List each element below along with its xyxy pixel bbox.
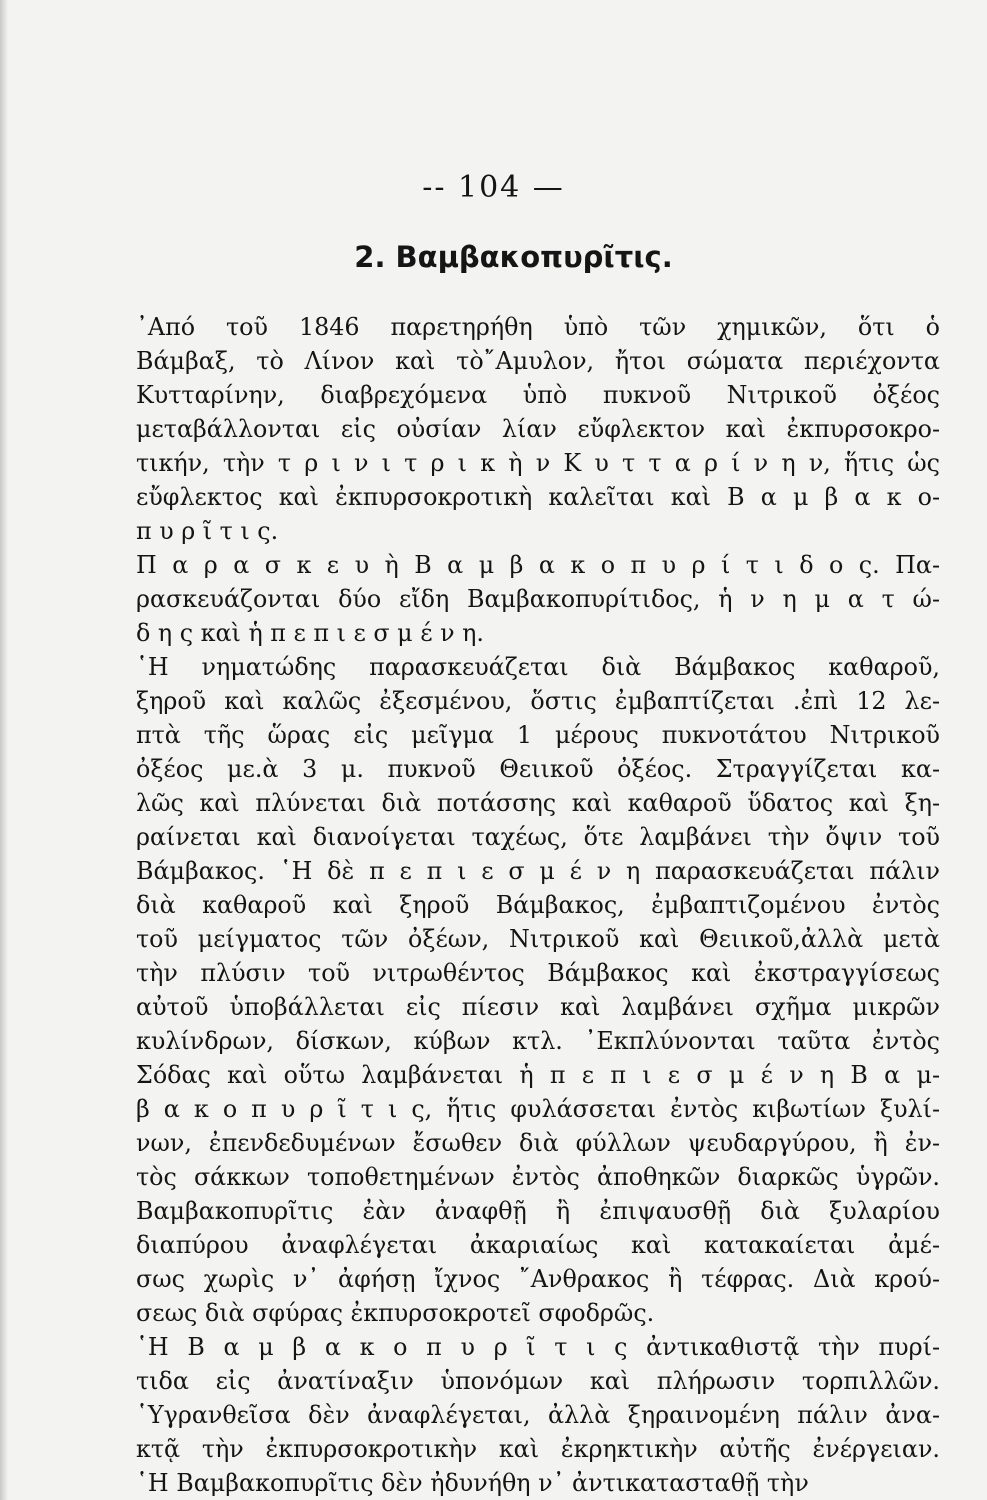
text-line: β α κ ο π υ ρ ῖ τ ι ς, ἥτις φυλάσσεται ἐντὸς κιβωτίων ξυλί-	[136, 1095, 940, 1123]
text-line: τὸς σάκκων τοποθετημένων ἐντὸς ἀποθηκῶν διαρκῶς ὑγρῶν.	[136, 1163, 940, 1191]
text-line: σως χωρὶς ν᾿ ἀφήσῃ ἴχνος ῎Ανθρακος ἢ τέφρας. Διὰ κρού-	[136, 1265, 940, 1293]
section-title: 2. Βαμβακοπυρῖτις.	[354, 240, 673, 274]
text-line: πτὰ τῆς ὥρας εἰς μεῖγμα 1 μέρους πυκνοτάτου Νιτρικοῦ	[136, 721, 940, 749]
text-line: ῾Υγρανθεῖσα δὲν ἀναφλέγεται, ἀλλὰ ξηραινομένη πάλιν ἀνα-	[136, 1401, 940, 1429]
text-line: ραίνεται καὶ διανοίγεται ταχέως, ὅτε λαμβάνει τὴν ὄψιν τοῦ	[136, 823, 940, 851]
text-line: κτᾷ τὴν ἐκπυρσοκροτικὴν καὶ ἐκρηκτικὴν αὐτῆς ἐνέργειαν.	[136, 1435, 940, 1463]
text-line: κυλίνδρων, δίσκων, κύβων κτλ. ᾿Εκπλύνονται ταῦτα ἐντὸς	[136, 1027, 940, 1055]
text-line: π υ ρ ῖ τ ι ς.	[136, 517, 279, 545]
text-line: ῾Η Βαμβακοπυρῖτις δὲν ἠδυνήθη ν᾿ ἀντικατασταθῇ τὴν	[136, 1469, 809, 1497]
text-line: τοῦ μείγματος τῶν ὀξέων, Νιτρικοῦ καὶ Θειικοῦ,ἀλλὰ μετὰ	[136, 925, 940, 953]
text-line: σεως διὰ σφύρας ἐκπυρσοκροτεῖ σφοδρῶς.	[136, 1299, 655, 1327]
text-line: λῶς καὶ πλύνεται διὰ ποτάσσης καὶ καθαροῦ ὕδατος καὶ ξη-	[136, 789, 940, 817]
text-line: τιδα εἰς ἀνατίναξιν ὑπονόμων καὶ πλήρωσιν τορπιλλῶν.	[136, 1367, 940, 1395]
text-line: τὴν πλύσιν τοῦ νιτρωθέντος Βάμβακος καὶ ἐκστραγγίσεως	[136, 959, 940, 987]
text-line: διὰ καθαροῦ καὶ ξηροῦ Βάμβακος, ἐμβαπτιζομένου ἐντὸς	[136, 891, 940, 919]
text-line: τικήν, τὴν τ ρ ι ν ι τ ρ ι κ ὴ ν Κ υ τ τ α ρ ί ν η ν, ἥτις ὡς	[136, 449, 940, 477]
scan-edge-shadow	[0, 0, 8, 1500]
text-line: ὀξέος με.ὰ 3 μ. πυκνοῦ Θειικοῦ ὀξέος. Στραγγίζεται κα-	[136, 755, 940, 783]
text-line: ῾Η νηματώδης παρασκευάζεται διὰ Βάμβακος καθαροῦ,	[136, 653, 940, 681]
text-line: δ η ς καὶ ἡ π ε π ι ε σ μ έ ν η.	[136, 619, 484, 647]
text-line: Βάμβακος. ῾Η δὲ π ε π ι ε σ μ έ ν η παρασκευάζεται πάλιν	[136, 857, 940, 885]
text-line: ξηροῦ καὶ καλῶς ἐξεσμένου, ὅστις ἐμβαπτίζεται .ἐπὶ 12 λε-	[136, 687, 940, 715]
text-line: διαπύρου ἀναφλέγεται ἀκαριαίως καὶ κατακαίεται ἀμέ-	[136, 1231, 940, 1259]
text-line: Βαμβακοπυρῖτις ἐὰν ἀναφθῇ ἢ ἐπιψαυσθῇ διὰ ξυλαρίου	[136, 1197, 940, 1225]
text-line: ῾Η Β α μ β α κ ο π υ ρ ῖ τ ι ς ἀντικαθιστᾷ τὴν πυρί-	[136, 1333, 940, 1361]
text-line: Κυτταρίνην, διαβρεχόμενα ὑπὸ πυκνοῦ Νιτρικοῦ ὀξέος	[136, 381, 940, 409]
text-line: Π α ρ α σ κ ε υ ὴ Β α μ β α κ ο π υ ρ ί τ ι δ ο ς. Πα-	[136, 551, 940, 579]
body-text	[136, 310, 940, 1500]
text-line: νων, ἐπενδεδυμένων ἔσωθεν διὰ φύλλων ψευδαργύρου, ἢ ἐν-	[136, 1129, 940, 1157]
text-line: ρασκευάζονται δύο εἴδη Βαμβακοπυρίτιδος, ἡ ν η μ α τ ώ-	[136, 585, 940, 613]
text-line: Βάμβαξ, τὸ Λίνον καὶ τὸ῎Αμυλον, ἤτοι σώματα περιέχοντα	[136, 347, 940, 375]
text-line: αὐτοῦ ὑποβάλλεται εἰς πίεσιν καὶ λαμβάνει σχῆμα μικρῶν	[136, 993, 940, 1021]
page-number: -- 104 —	[422, 170, 565, 205]
text-line: εὔφλεκτος καὶ ἐκπυρσοκροτικὴ καλεῖται καὶ Β α μ β α κ ο-	[136, 483, 940, 511]
text-line: μεταβάλλονται εἰς οὐσίαν λίαν εὔφλεκτον καὶ ἐκπυρσοκρο-	[136, 415, 940, 443]
text-line: Σόδας καὶ οὕτω λαμβάνεται ἡ π ε π ι ε σ μ έ ν η Β α μ-	[136, 1061, 940, 1089]
text-line: ᾿Από τοῦ 1846 παρετηρήθη ὑπὸ τῶν χημικῶν, ὅτι ὁ	[136, 313, 940, 341]
